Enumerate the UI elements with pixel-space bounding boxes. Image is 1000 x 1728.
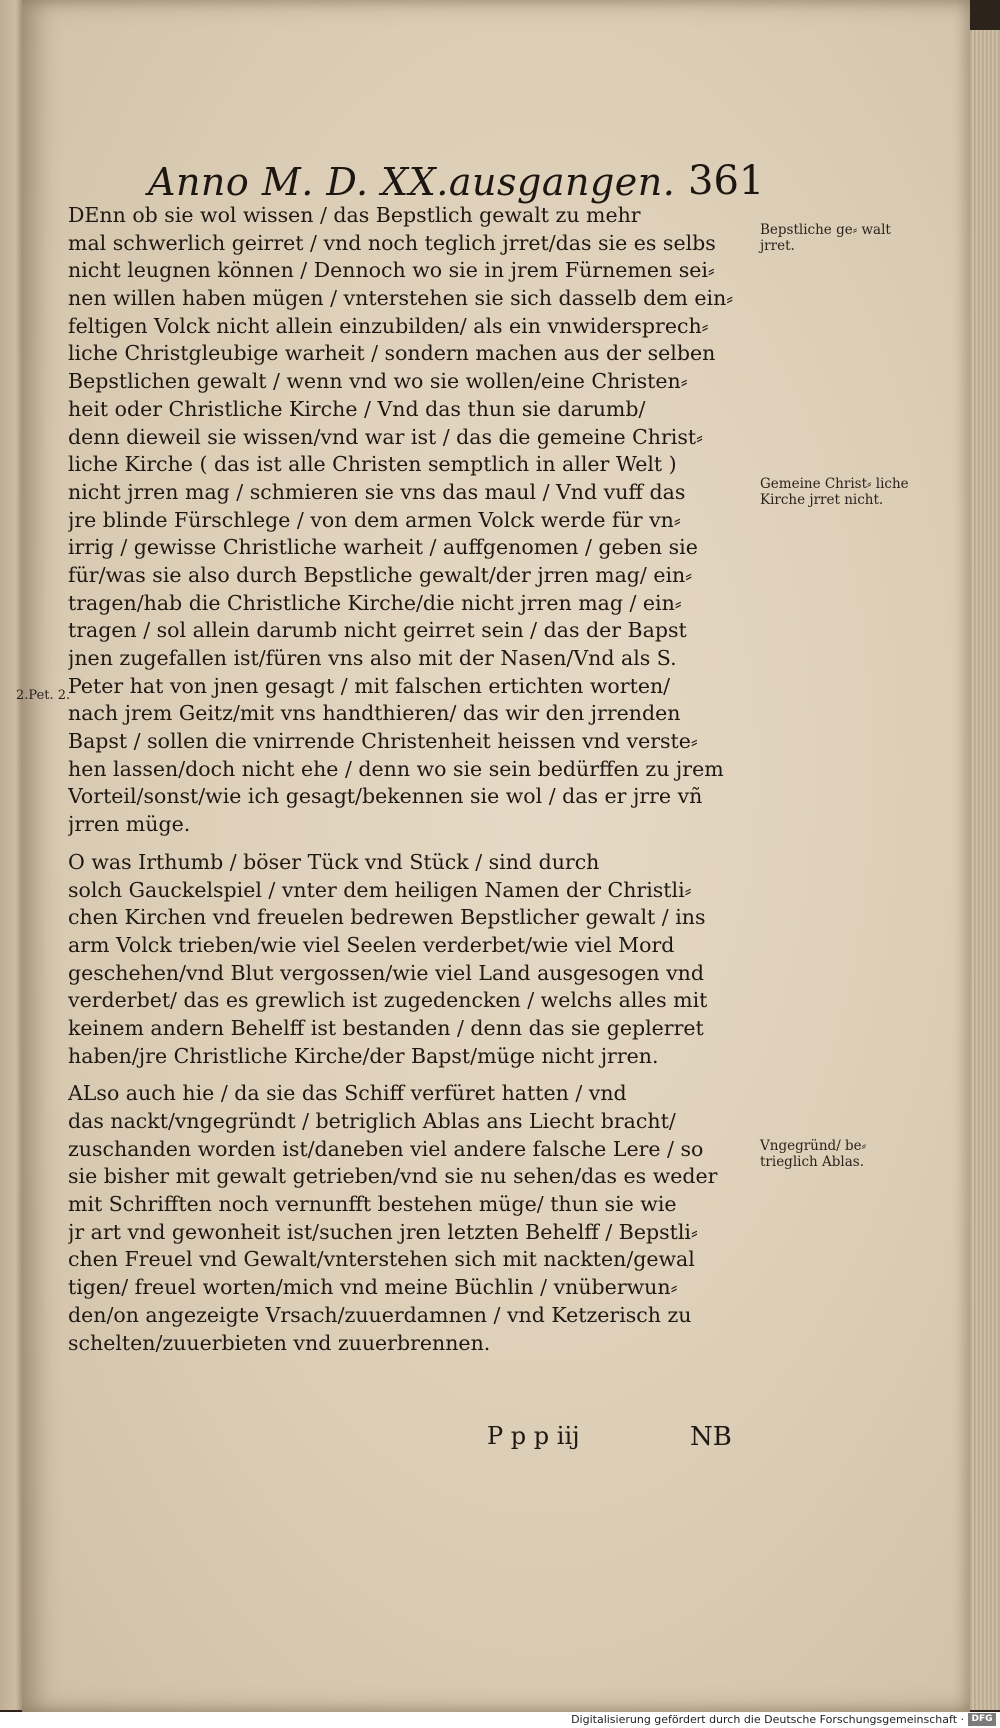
text-line: nen willen haben mügen / vnterstehen sie sich dasselb dem ein⸗ [68,286,734,311]
margin-note-bible-reference: 2.Pet. 2. [16,688,71,703]
text-line: tigen/ freuel worten/mich vnd meine Büchlin / vnüberwun⸗ [68,1275,678,1300]
text-line: Bapst / sollen die vnirrende Christenheit heissen vnd verste⸗ [68,729,698,754]
text-line: zuschanden worden ist/daneben viel andere falsche Lere / so [68,1136,704,1161]
page-number: 361 [688,158,765,204]
text-line: mal schwerlich geirret / vnd noch teglich jrret/das sie es selbs [68,230,716,255]
margin-note-bepstliche-gewalt: Bepstliche ge⸗ walt jrret. [760,222,891,254]
text-line: heit oder Christliche Kirche / Vnd das thun sie darumb/ [68,396,646,421]
text-line: ALso auch hie / da sie das Schiff verfüret hatten / vnd [68,1081,627,1106]
text-line: nicht leugnen können / Dennoch wo sie in jrem Fürnemen sei⸗ [68,258,715,283]
text-line: liche Kirche ( das ist alle Christen semptlich in aller Welt ) [68,452,677,477]
text-line: Peter hat von jnen gesagt / mit falschen ertichten worten/ [68,673,671,698]
text-line: das nackt/vngegründt / betriglich Ablas ans Liecht bracht/ [68,1109,676,1133]
text-line: chen Kirchen vnd freuelen bedrewen Bepstlicher gewalt / ins [68,905,706,930]
text-line: tragen / sol allein darumb nicht geirret sein / das der Bapst [68,618,687,643]
main-text-block [68,202,748,1357]
dfg-logo-icon: DFG [968,1713,996,1726]
text-line: jre blinde Fürschlege / von dem armen Volck werde für vn⸗ [68,507,681,532]
text-line: den/on angezeigte Vrsach/zuuerdamnen / vnd Ketzerisch zu [68,1302,692,1327]
text-line: keinem andern Behelff ist bestanden / denn das sie geplerret [68,1015,704,1040]
text-line: irrig / gewisse Christliche warheit / auffgenomen / geben sie [68,535,698,560]
text-line: arm Volck trieben/wie viel Seelen verderbet/wie viel Mord [68,932,675,957]
text-line: chen Freuel vnd Gewalt/vnterstehen sich mit nackten/gewal [68,1247,695,1272]
signature-mark: P p p iij [487,1422,580,1450]
text-line: tragen/hab die Christliche Kirche/die nicht jrren mag / ein⸗ [68,590,682,615]
paragraph-gap [68,839,748,849]
text-line: jrren müge. [68,812,191,837]
text-line: Vorteil/sonst/wie ich gesagt/bekennen sie wol / das er jrre vñ [68,784,703,809]
text-line: jnen zugefallen ist/füren vns also mit der Nasen/Vnd als S. [68,646,677,670]
text-line: O was Irthumb / böser Tück vnd Stück / sind durch [68,849,600,874]
digitization-credit: Digitalisierung gefördert durch die Deutsche Forschungsgemeinschaft · [571,1713,964,1726]
text-line: jr art vnd gewonheit ist/suchen jren letzten Behelff / Bepstli⸗ [68,1219,698,1244]
text-line: hen lassen/doch nicht ehe / denn wo sie sein bedürffen zu jrem [68,756,724,781]
margin-note-ablas: Vngegründ/ be⸗ trieglich Ablas. [760,1138,867,1170]
text-line: haben/jre Christliche Kirche/der Bapst/müge nicht jrren. [68,1043,659,1068]
paragraph-gap [68,1070,748,1080]
text-line: verderbet/ das es grewlich ist zugedencken / welchs alles mit [68,988,708,1013]
text-line: solch Gauckelspiel / vnter dem heiligen Namen der Christli⸗ [68,877,692,902]
text-line: nach jrem Geitz/mit vns handthieren/ das wir den jrrenden [68,701,681,726]
text-line: schelten/zuuerbieten vnd zuuerbrennen. [68,1330,491,1355]
text-line: sie bisher mit gewalt getrieben/vnd sie nu sehen/das es weder [68,1164,718,1189]
margin-note-gemeine-kirche: Gemeine Christ⸗ liche Kirche jrret nicht. [760,476,909,508]
text-line: nicht jrren mag / schmieren sie vns das maul / Vnd vuff das [68,479,686,504]
text-line: Bepstlichen gewalt / wenn vnd wo sie wollen/eine Christen⸗ [68,369,688,394]
text-line: feltigen Volck nicht allein einzubilden/ als ein vnwidersprech⸗ [68,313,709,338]
text-line: geschehen/vnd Blut vergossen/wie viel Land ausgesogen vnd [68,960,705,985]
catchword: NB [690,1422,732,1452]
text-line: mit Schrifften noch vernunfft bestehen müge/ thun sie wie [68,1192,677,1217]
text-line: liche Christgleubige warheit / sondern machen aus der selben [68,341,716,366]
text-line: für/was sie also durch Bepstliche gewalt/der jrren mag/ ein⸗ [68,562,693,587]
text-line: DEnn ob sie wol wissen / das Bepstlich gewalt zu mehr [68,203,641,227]
running-title: Anno M. D. XX.ausgangen. [148,160,676,204]
text-line: denn dieweil sie wissen/vnd war ist / das die gemeine Christ⸗ [68,424,703,449]
